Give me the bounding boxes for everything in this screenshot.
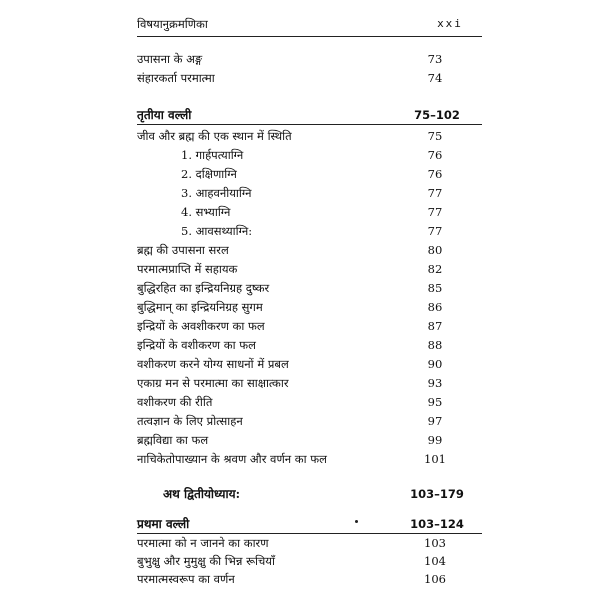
entry-title: वशीकरण की रीति [137, 395, 213, 409]
toc-entry [0, 240, 600, 260]
entry-page: 106 [424, 572, 446, 586]
entry-page: 99 [427, 433, 443, 447]
subentry-title: 2. दक्षिणाग्नि [181, 167, 237, 181]
entry-page: 75 [427, 129, 443, 143]
entry-page: 82 [427, 262, 443, 276]
toc-entry [0, 533, 600, 553]
entry-page: 87 [427, 319, 443, 333]
entry-page: 90 [427, 357, 443, 371]
subentry-page: 76 [427, 148, 443, 162]
toc-entry [0, 335, 600, 355]
section-heading [0, 105, 600, 125]
entry-title: परमात्मस्वरूप का वर्णन [137, 572, 235, 586]
entry-title: उपासना के अङ्ग [137, 52, 203, 66]
entry-title: बुद्धिमान् का इन्द्रियनिग्रह सुगम [137, 300, 263, 314]
entry-title: इन्द्रियों के अवशीकरण का फल [137, 319, 265, 333]
part-page-range: 103–179 [410, 487, 464, 501]
subentry-page: 77 [427, 186, 443, 200]
entry-title: परमात्मप्राप्ति में सहायक [137, 262, 238, 276]
toc-entry [0, 68, 600, 88]
subentry-title: 1. गार्हपत्याग्नि [181, 148, 244, 162]
entry-page: 103 [424, 536, 446, 550]
entry-page: 97 [427, 414, 443, 428]
entry-page: 104 [424, 554, 446, 568]
subentry-title: 5. आवसथ्याग्नि: [181, 224, 253, 238]
entry-page: 93 [427, 376, 443, 390]
section-title: प्रथमा वल्ली [137, 517, 190, 531]
toc-entry [0, 126, 600, 146]
ink-dot [355, 520, 358, 523]
toc-entry [0, 259, 600, 279]
section-rule [137, 124, 482, 125]
entry-page: 86 [427, 300, 443, 314]
entry-page: 101 [424, 452, 446, 466]
section-heading [0, 514, 600, 534]
toc-subentry [0, 164, 600, 184]
entry-page: 73 [427, 52, 443, 66]
entry-page: 85 [427, 281, 443, 295]
entry-title: जीव और ब्रह्म की एक स्थान में स्थिति [137, 129, 292, 143]
entry-title: बुभुक्षु और मुमुक्षु की भिन्न रूचियाँ [137, 554, 275, 568]
entry-page: 80 [427, 243, 443, 257]
entry-title: तत्वज्ञान के लिए प्रोत्साहन [137, 414, 243, 428]
toc-entry [0, 278, 600, 298]
toc-entry [0, 354, 600, 374]
entry-title: एकाग्र मन से परमात्मा का साक्षात्कार [137, 376, 289, 390]
toc-entry [0, 569, 600, 589]
section-page-range: 103–124 [410, 517, 464, 531]
toc-entry [0, 449, 600, 469]
section-title: तृतीया वल्ली [137, 108, 192, 122]
toc-entry [0, 551, 600, 571]
toc-entry [0, 49, 600, 69]
header-rule [137, 36, 482, 37]
toc-entry [0, 297, 600, 317]
subentry-page: 76 [427, 167, 443, 181]
toc-subentry [0, 221, 600, 241]
subentry-page: 77 [427, 205, 443, 219]
part-title: अथ द्वितीयोध्याय: [163, 487, 241, 501]
entry-title: ब्रह्म की उपासना सरल [137, 243, 229, 257]
entry-page: 95 [427, 395, 443, 409]
running-header [0, 14, 600, 34]
toc-subentry [0, 183, 600, 203]
toc-entry [0, 316, 600, 336]
toc-subentry [0, 145, 600, 165]
part-heading [0, 484, 600, 504]
entry-title: वशीकरण करने योग्य साधनों में प्रबल [137, 357, 289, 371]
entry-title: नाचिकेतोपाख्यान के श्रवण और वर्णन का फल [137, 452, 327, 466]
toc-entry [0, 373, 600, 393]
entry-title: संहारकर्ता परमात्मा [137, 71, 215, 85]
subentry-title: 3. आहवनीयाग्नि [181, 186, 252, 200]
entry-title: ब्रह्मविद्या का फल [137, 433, 209, 447]
entry-page: 74 [427, 71, 443, 85]
toc-entry [0, 411, 600, 431]
toc-entry [0, 392, 600, 412]
header-title: विषयानुक्रमणिका [137, 17, 208, 31]
subentry-title: 4. सभ्याग्नि [181, 205, 231, 219]
toc-subentry [0, 202, 600, 222]
header-page-number: xxi [437, 17, 463, 30]
entry-title: बुद्धिरहित का इन्द्रियनिग्रह दुष्कर [137, 281, 270, 295]
toc-entry [0, 430, 600, 450]
entry-title: इन्द्रियों के वशीकरण का फल [137, 338, 256, 352]
entry-title: परमात्मा को न जानने का कारण [137, 536, 269, 550]
entry-page: 88 [427, 338, 443, 352]
subentry-page: 77 [427, 224, 443, 238]
section-page-range: 75–102 [414, 108, 460, 122]
